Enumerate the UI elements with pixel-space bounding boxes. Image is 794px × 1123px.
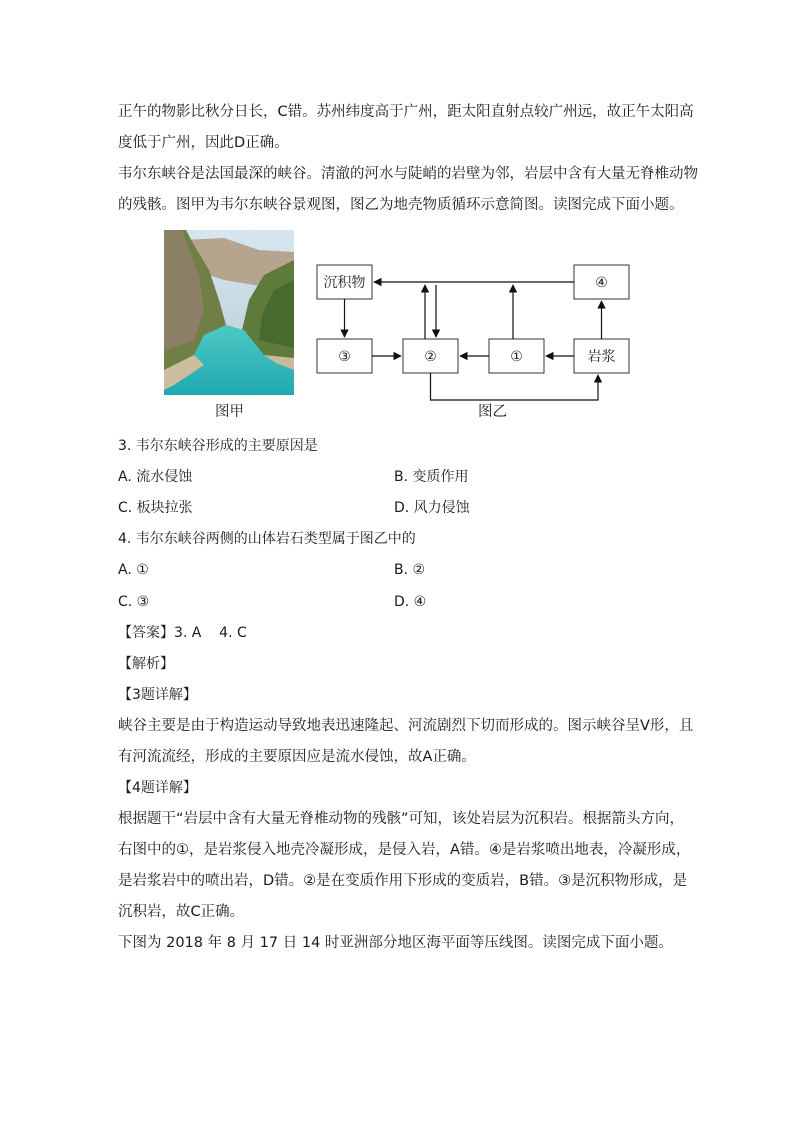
q4-detail-heading: 【4题详解】	[118, 780, 197, 796]
paragraph-line: 下图为 2018 年 8 月 17 日 14 时亚洲部分地区海平面等压线图。读图完成下面小题。	[118, 935, 673, 951]
paragraph-line: 正午的物影比秋分日长，C错。苏州纬度高于广州，距太阳直射点较广州远，故正午太阳高	[118, 104, 694, 120]
arrow-2-to-magma	[431, 373, 599, 400]
q4-option-a: A. ①	[118, 562, 149, 578]
paragraph-line: 峡谷主要是由于构造运动导致地表迅速隆起、河流剧烈下切而形成的。图示峡谷呈V形，且	[118, 718, 694, 734]
figure-b-caption: 图乙	[478, 404, 507, 420]
q3-option-a: A. 流水侵蚀	[118, 469, 193, 485]
q3-option-b: B. 变质作用	[394, 469, 469, 485]
sediment-label: 沉积物	[323, 275, 366, 291]
answer-line: 【答案】3. A 4. C	[118, 625, 247, 641]
analysis-heading: 【解析】	[118, 656, 174, 672]
q3-option-c: C. 板块拉张	[118, 500, 193, 516]
paragraph-line: 右图中的①，是岩浆侵入地壳冷凝形成，是侵入岩，A错。④是岩浆喷出地表，冷凝形成，	[118, 842, 691, 858]
rock-3-label: ③	[338, 349, 351, 365]
q4-option-b: B. ②	[394, 562, 426, 578]
paragraph-line: 根据题干“岩层中含有大量无脊椎动物的残骸”可知，该处岩层为沉积岩。根据箭头方向，	[118, 811, 685, 827]
rock-2-label: ②	[424, 349, 437, 365]
rock-4-label: ④	[595, 275, 608, 291]
q3-option-d: D. 风力侵蚀	[394, 500, 470, 516]
q4-option-d: D. ④	[394, 594, 427, 610]
rock-1-label: ①	[510, 349, 523, 365]
paragraph-line: 韦尔东峡谷是法国最深的峡谷。清澈的河水与陡峭的岩壁为邻，岩层中含有大量无脊椎动物	[118, 166, 698, 182]
paragraph-line: 是岩浆岩中的喷出岩，D错。②是在变质作用下形成的变质岩，B错。③是沉积物形成，是	[118, 873, 688, 889]
question-4-stem: 4. 韦尔东峡谷两侧的山体岩石类型属于图乙中的	[118, 531, 416, 547]
rock-cycle-diagram	[300, 255, 650, 405]
paragraph-line: 沉积岩，故C正确。	[118, 904, 245, 920]
q4-option-c: C. ③	[118, 594, 150, 610]
canyon-photo	[164, 230, 294, 395]
magma-label: 岩浆	[587, 349, 616, 365]
paragraph-line: 有河流流经，形成的主要原因应是流水侵蚀，故A正确。	[118, 749, 476, 765]
figure-a-caption: 图甲	[215, 404, 244, 420]
paragraph-line: 度低于广州，因此D正确。	[118, 135, 289, 151]
q3-detail-heading: 【3题详解】	[118, 687, 197, 703]
paragraph-line: 的残骸。图甲为韦尔东峡谷景观图，图乙为地壳物质循环示意简图。读图完成下面小题。	[118, 197, 684, 213]
question-3-stem: 3. 韦尔东峡谷形成的主要原因是	[118, 438, 318, 454]
